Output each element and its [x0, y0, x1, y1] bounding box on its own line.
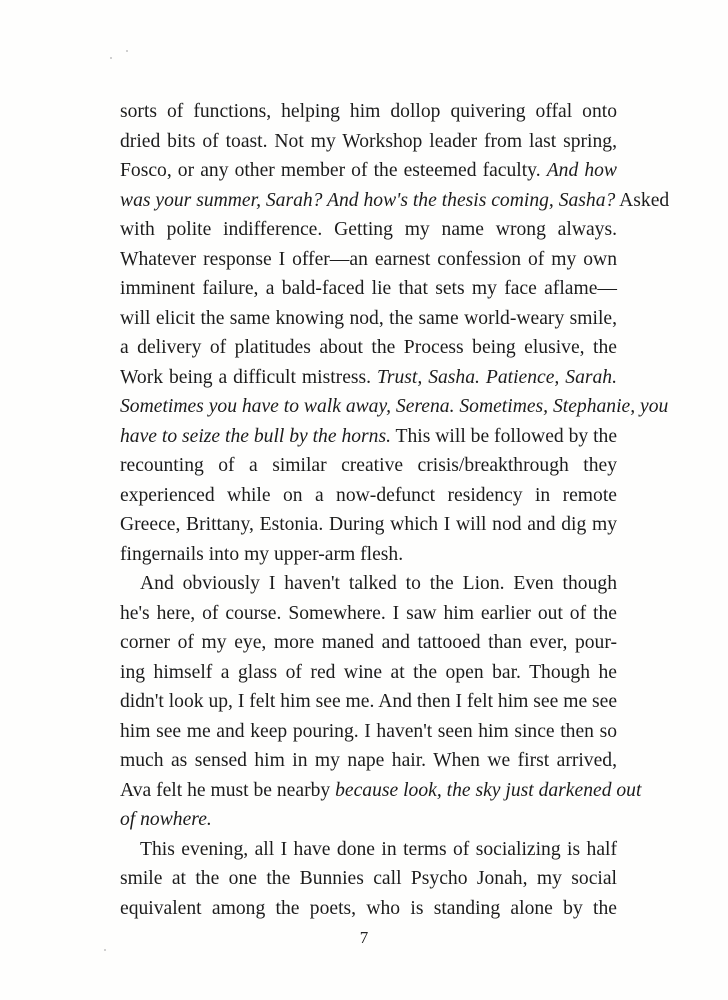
scan-speck — [110, 57, 112, 59]
text-segment: equivalent among the poets, who is standing alone by the — [120, 897, 617, 919]
text-segment: smile at the one the Bunnies call Psycho Jonah, my social — [120, 868, 617, 889]
text-segment: ing himself a glass of red wine at the open bar. Though he — [120, 661, 617, 683]
text-segment: much as sensed him in my nape hair. When we first arrived, — [120, 750, 617, 771]
text-segment: imminent failure, a bald-faced lie that sets my face aflame— — [120, 278, 617, 299]
text-segment: him see me and keep pouring. I haven't seen him since then so — [120, 720, 617, 742]
text-line — [120, 658, 617, 688]
text-segment: dried bits of toast. Not my Workshop leader from last spring, — [120, 130, 617, 152]
text-segment: Ava felt he must be nearby — [120, 779, 336, 801]
italic-text: because look, the sky just darkened out — [335, 779, 642, 801]
text-segment: didn't look up, I felt him see me. And then I felt him see me see — [120, 691, 618, 712]
italic-text: Trust, Sasha. Patience, Sarah. — [377, 366, 617, 388]
text-line — [120, 451, 617, 481]
text-line — [120, 392, 669, 422]
text-segment: experienced while on a now-defunct residency in remote — [120, 484, 617, 506]
text-line — [120, 805, 617, 835]
scan-speck — [104, 949, 106, 951]
text-segment: he's here, of course. Somewhere. I saw him earlier out of the — [120, 602, 617, 624]
text-line — [120, 127, 617, 157]
text-line — [120, 215, 617, 245]
text-line — [120, 687, 617, 717]
text-line — [120, 864, 617, 894]
text-segment: Greece, Brittany, Estonia. During which I will nod and dig my — [120, 514, 617, 535]
text-line — [120, 97, 617, 127]
text-segment: a delivery of platitudes about the Process being elusive, the — [120, 337, 617, 358]
text-line — [120, 245, 617, 275]
text-line — [120, 363, 617, 393]
text-line — [120, 717, 617, 747]
italic-text: was your summer, Sarah? And how's the thesis coming, Sasha? — [120, 189, 616, 211]
text-line — [120, 274, 617, 304]
text-segment: sorts of functions, helping him dollop quivering offal onto — [120, 101, 617, 122]
italic-text: have to seize the bull by the horns. — [120, 425, 391, 447]
text-segment: Asked — [615, 189, 670, 211]
italic-text: And how — [546, 160, 617, 181]
scan-speck — [126, 50, 128, 52]
page-number: 7 — [359, 928, 369, 947]
text-segment: This will be followed by the — [391, 425, 618, 447]
text-segment: This evening, all I have done in terms of socializing is half — [140, 838, 617, 860]
text-line — [120, 569, 617, 599]
text-segment: fingernails into my upper-arm flesh. — [120, 543, 404, 565]
text-segment: recounting of a similar creative crisis/breakthrough they — [120, 455, 617, 476]
text-line — [120, 599, 617, 629]
text-line — [120, 304, 617, 334]
text-line — [120, 156, 617, 186]
text-segment: And obviously I haven't talked to the Lion. Even though — [140, 573, 617, 594]
text-line — [120, 628, 617, 658]
text-line — [120, 835, 617, 865]
body-text — [120, 97, 670, 923]
text-segment: Fosco, or any other member of the esteemed faculty. — [120, 160, 547, 181]
text-line — [120, 333, 617, 363]
text-segment: with polite indifference. Getting my name wrong always. — [120, 219, 617, 240]
text-line — [120, 186, 670, 216]
text-segment: Whatever response I offer—an earnest confession of my own — [120, 248, 617, 270]
text-line — [120, 746, 617, 776]
text-segment: will elicit the same knowing nod, the same world-weary smile, — [120, 307, 617, 329]
text-segment: Work being a difficult mistress. — [120, 366, 378, 388]
text-segment: corner of my eye, more maned and tattooed than ever, pour- — [120, 632, 617, 653]
text-line — [120, 510, 617, 540]
text-line — [120, 481, 617, 511]
text-line — [120, 540, 617, 570]
text-line — [120, 776, 642, 806]
italic-text: of nowhere. — [120, 809, 212, 830]
text-line — [120, 422, 617, 452]
text-line — [120, 894, 617, 924]
italic-text: Sometimes you have to walk away, Serena. Sometimes, Stephanie, you — [120, 396, 669, 417]
